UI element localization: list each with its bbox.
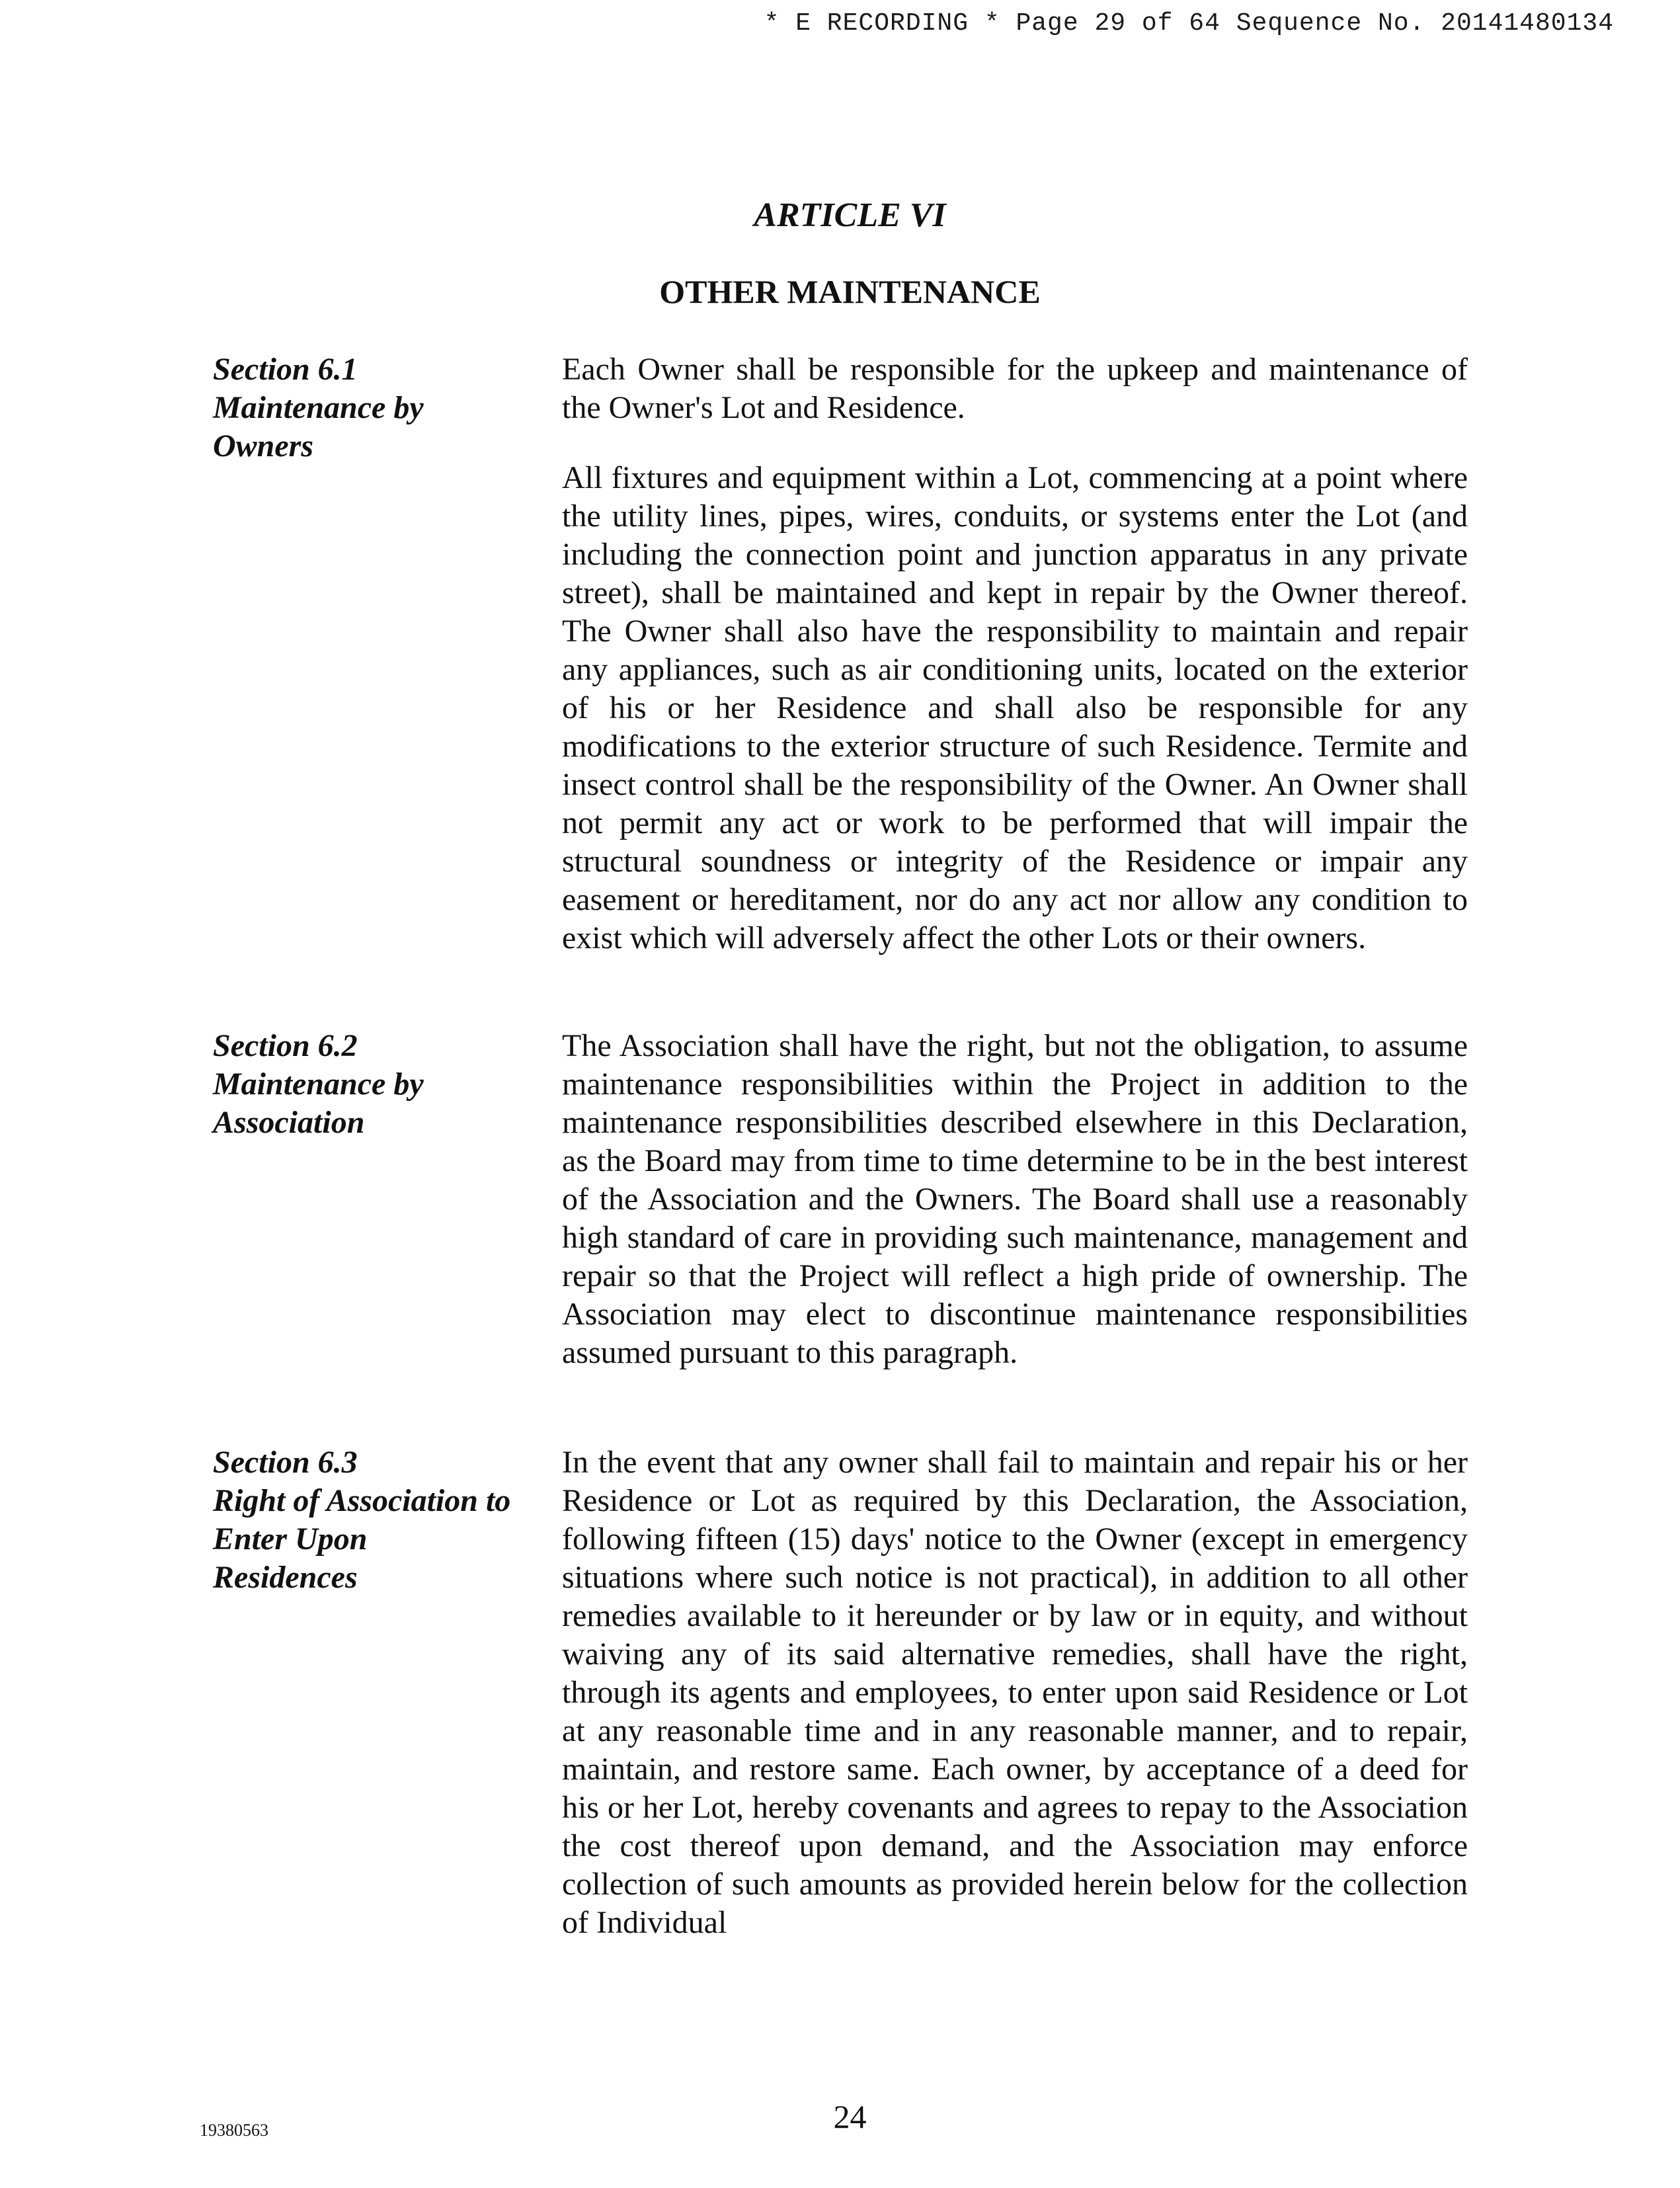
document-id: 19380563 xyxy=(200,2121,268,2140)
paragraph: In the event that any owner shall fail to maintain and repair his or her Residence or Lot as required by this Declaration, the Association, following fifteen (15) days' notice to the Owner (except in emergency situations where such notice is not practical), in addition to all other remedies available to it hereunder or by law or in equity, and without waiving any of its said alternative remedies, shall have the right, through its agents and employees, to enter upon said Residence or Lot at any reasonable time and in any reasonable manner, and to repair, maintain, and restore same. Each owner, by acceptance of a deed for his or her Lot, hereby covenants and agrees to repay to the Association the cost thereof upon demand, and the Association may enforce collection of such amounts as provided herein below for the collection of Individual xyxy=(562,1445,1468,1940)
section-heading-line: Residences xyxy=(213,1560,358,1595)
article-subtitle: OTHER MAINTENANCE xyxy=(659,273,1041,310)
paragraph: Each Owner shall be responsible for the upkeep and maintenance of the Owner's Lot and Residence. xyxy=(562,352,1468,425)
article-title: ARTICLE VI xyxy=(754,196,946,234)
section-label xyxy=(213,1027,557,1142)
section-body xyxy=(562,1443,1468,1974)
section-label xyxy=(213,350,557,466)
section-body xyxy=(562,350,1468,989)
section-heading-line: Association xyxy=(213,1105,365,1140)
section-number: Section 6.1 xyxy=(213,352,358,387)
section-heading-line: Owners xyxy=(213,428,314,464)
section-heading-line: Maintenance by xyxy=(213,1067,424,1102)
section-label xyxy=(213,1443,557,1597)
section-body xyxy=(562,1027,1468,1404)
paragraph: The Association shall have the right, but not the obligation, to assume maintenance responsibilities within the Project in addition to the maintenance responsibilities described elsewhere in this Declaration, as the Board may from time to time determine to be in the best interest of the Association and the Owners. The Board shall use a reasonably high standard of care in providing such maintenance, management and repair so that the Project will reflect a high pride of ownership. The Association may elect to discontinue maintenance responsibilities assumed pursuant to this paragraph. xyxy=(562,1028,1468,1370)
section-heading-line: Right of Association to xyxy=(213,1483,511,1518)
section-number: Section 6.3 xyxy=(213,1445,358,1480)
section-number: Section 6.2 xyxy=(213,1028,358,1063)
recording-header: * E RECORDING * Page 29 of 64 Sequence No. 20141480134 xyxy=(764,9,1614,38)
section-heading-line: Maintenance by xyxy=(213,390,424,425)
section-heading-line: Enter Upon xyxy=(213,1521,368,1557)
page-number: 24 xyxy=(833,2098,867,2135)
paragraph: All fixtures and equipment within a Lot, commencing at a point where the utility lines, pipes, wires, conduits, or systems enter the Lot (and including the connection point and junction apparatus in any private street), shall be maintained and kept in repair by the Owner thereof. The Owner shall also have the responsibility to maintain and repair any appliances, such as air conditioning units, located on the exterior of his or her Residence and shall also be responsible for any modifications to the exterior structure of such Residence. Termite and insect control shall be the responsibility of the Owner. An Owner shall not permit any act or work to be performed that will impair the structural soundness or integrity of the Residence or impair any easement or hereditament, nor do any act nor allow any condition to exist which will adversely affect the other Lots or their owners. xyxy=(562,460,1468,955)
